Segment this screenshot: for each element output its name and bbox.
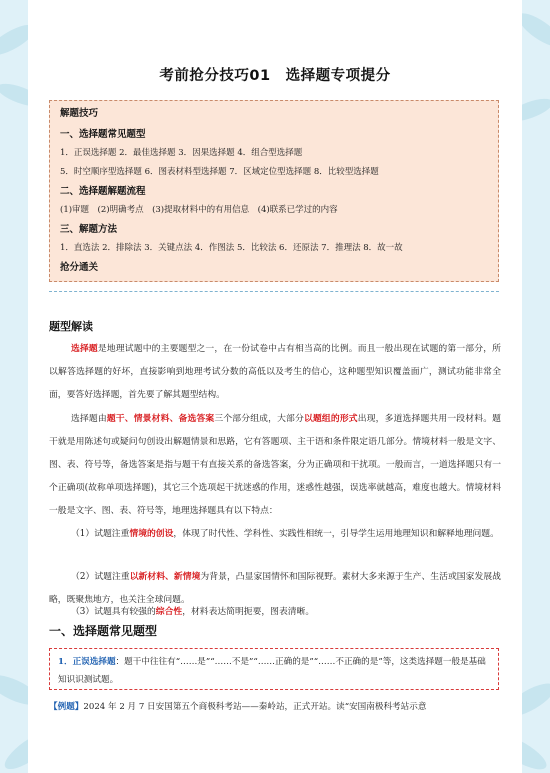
question-type-box: 1．正误选择题：题干中往往有“……是”“……不是”“……正确的是”“……不正确的是”等，这类选择题一般是基础知识识测试题。 [49,648,499,690]
document-page [28,0,522,773]
example-tag: 【例题】 [49,702,84,712]
highlight-term: 以题组的形式 [303,414,358,424]
section-divider [49,291,499,292]
tips-section2-title: 二、选择题解题流程 [60,186,146,197]
intro-paragraph-1: 选择题是地理试题中的主要题型之一，在一份试卷中占有相当高的比例。而且一般出现在试题的第一部分，所以解答选择题的好坏，直接影响到地理考试分数的高低以及考生的信心，这种题型知识覆盖面广，测试功能非常全面，要答好选择题，首先要了解其题型结构。 [49,344,501,400]
page-title: 考前抢分技巧01 选择题专项提分 [159,68,391,84]
tips-section1-line1: 1．正误选择题 2．最佳选择题 3．因果选择题 4．组合型选择题 [60,148,303,158]
intro-paragraph-4: （2）试题注重以新材料、新情境为背景，凸显家国情怀和国际视野。素材大多来源于生产、生活或国家发展战略，既聚焦地方，也关注全球问题。 [49,572,501,605]
highlight-term: 选择题 [71,344,98,354]
intro-paragraph-5: （3）试题具有较强的综合性，材料表达简明扼要，图表清晰。 [71,607,315,617]
tips-section1-title: 一、选择题常见题型 [60,129,146,140]
tips-section1-line2: 5．时空顺序型选择题 6．图表材料型选择题 7．区域定位型选择题 8．比较型选择题 [60,167,379,177]
section-one-heading: 一、选择题常见题型 [49,624,158,638]
highlight-term: 题干、情景材料、备选答案 [106,414,215,424]
example-line: 【例题】2024 年 2 月 7 日安国第五个商极科考站——秦岭站，正式开站。读“安国南极科考站示意 [49,702,427,712]
tips-heading: 解题技巧 [60,108,99,119]
highlight-term: 以新材料、新情境 [129,572,201,582]
tips-section3-title: 三、解题方法 [60,224,118,235]
highlight-term: 综合性 [155,607,183,617]
solving-tips-box [49,100,499,282]
highlight-term: 情境的创设 [129,529,174,539]
tips-section3-line: 1．直选法 2．排除法 3．关键点法 4．作图法 5．比较法 6．还原法 7．推理法 8．故一故 [60,243,403,253]
intro-heading: 题型解读 [49,320,93,333]
intro-paragraph-3: （1）试题注重情境的创设，体现了时代性、学科性、实践性相统一，引导学生运用地理知识和解释地理问题。 [71,529,499,539]
tips-section2-line: (1)审题 (2)明确考点 (3)提取材料中的有用信息 (4)联系已学过的内容 [60,205,338,215]
intro-paragraph-2: 选择题由题干、情景材料、备选答案三个部分组成，大部分以题组的形式出现，多道选择题共用一段材料。题干就是用陈述句或疑问句创设出解题情景和思路，它有答题项、主干语和条件限定语几部分。情境材料一般是文字、图、表、符号等，备选答案是指与题干有直接关系的备选答案，分为正确项和干扰项。一般而言，一道选择题只有一个正确项(故称单项选择题)，其它三个选项起干扰迷惑的作用，迷惑性越强，误选率就越高，难度也越大。情境材料一般是文字、图、表、符号等，地理选择题具有以下特点： [49,414,501,516]
question-type-label: 1．正误选择题 [58,657,116,667]
tips-footer: 抢分通关 [60,262,99,273]
